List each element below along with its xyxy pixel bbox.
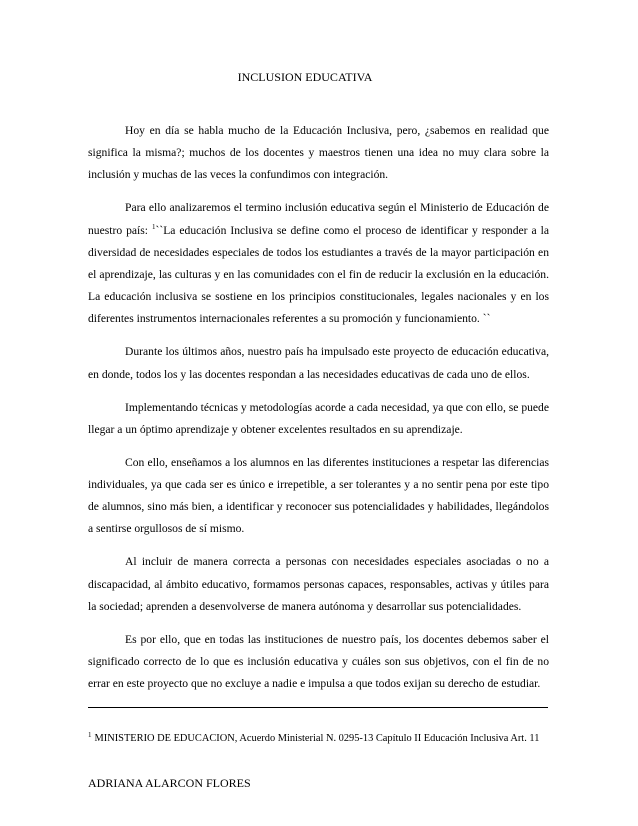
footnote-number: 1 (88, 731, 92, 739)
paragraph-respect: Con ello, enseñamos a los alumnos en las diferentes instituciones a respetar las diferencias individuales, ya que cada ser es único e irrepetible, a ser tolerantes y a no sentir pena por este tipo de alumnos, sino más bien, a identificar y reconocer sus potencialidades y habilidades, llegándolos a sentirse orgullosos de sí mismo. (88, 455, 549, 536)
footnote-text: MINISTERIO DE EDUCACION, Acuerdo Ministerial N. 0295-13 Capítulo II Educación Inclusiva Art. 11 (94, 733, 540, 744)
footnote-reference: 1 (151, 222, 156, 231)
document-title: INCLUSION EDUCATIVA (237, 70, 373, 84)
paragraph-techniques: Implementando técnicas y metodologías acorde a cada necesidad, ya que con ello, se puede llegar a un óptimo aprendizaje y obtener excelentes resultados en su aprendizaje. (88, 400, 549, 436)
document-body (88, 120, 549, 695)
author-name: ADRIANA ALARCON FLORES (88, 776, 251, 790)
paragraph-intro: Hoy en día se habla mucho de la Educación Inclusiva, pero, ¿sabemos en realidad que significa la misma?; muchos de los docentes y maestros tienen una idea no muy clara sobre la inclusión y muchas de las veces la confundimos con integración. (88, 124, 549, 182)
paragraph-conclusion: Es por ello, que en todas las instituciones de nuestro país, los docentes debemos saber el significado correcto de lo que es inclusión educativa y cuáles son sus objetivos, con el fin de no errar en este proyecto que no excluye a nadie e impulsa a que todos exijan su derecho de estudiar. (88, 632, 549, 691)
footnote (88, 732, 558, 746)
definition-quote-text: ``La educación Inclusiva se define como el proceso de identificar y responder a la diversidad de necesidades especiales de todos los estudiantes a través de la mayor participación en el aprendizaje, las culturas y en las comunidades con el fin de reducir la exclusión en la educación. La educación inclusiva se sostiene en los principios constitucionales, legales nacionales y en los diferentes instrumentos internacionales referentes a su promoción y funcionamiento. `` (88, 223, 549, 326)
footnote-separator (88, 707, 548, 708)
paragraph-recent-years: Durante los últimos años, nuestro país ha impulsado este proyecto de educación educativa, en donde, todos los y las docentes respondan a las necesidades educativas de cada uno de ellos. (88, 345, 549, 381)
paragraph-special-needs: Al incluir de manera correcta a personas con necesidades especiales asociadas o no a discapacidad, al ámbito educativo, formamos personas capaces, responsables, activas y útiles para la sociedad; aprenden a desenvolverse de manera autónoma y desarrollar sus potencialidades. (88, 555, 549, 613)
definition-lead-text: Para ello analizaremos el termino inclusión educativa según el Ministerio de Educación de nuestro país: (88, 201, 549, 237)
paragraph-definition (88, 197, 549, 330)
